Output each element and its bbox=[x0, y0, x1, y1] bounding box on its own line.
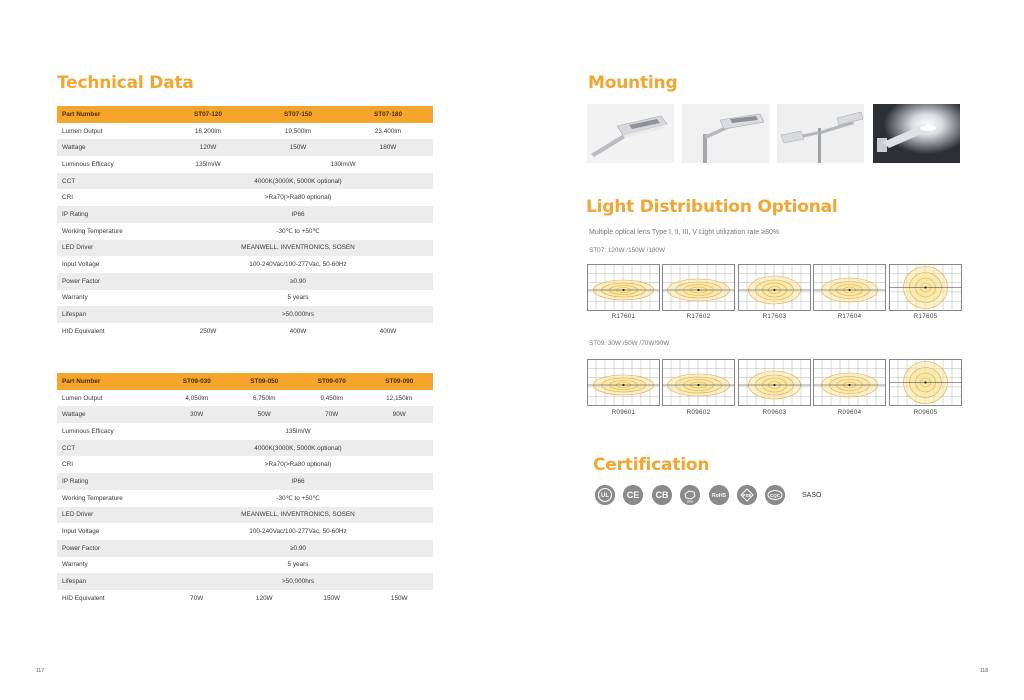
cell-value: 4000K(3000K, 5000K optional) bbox=[163, 173, 433, 190]
distribution-diagram-r17601 bbox=[587, 264, 660, 311]
cell-value: 70W bbox=[190, 594, 204, 602]
row-label: HID Equivalent bbox=[62, 327, 105, 335]
row-label: Lifespan bbox=[57, 306, 163, 323]
cell-value: ≥0.90 bbox=[163, 540, 433, 557]
table-row bbox=[57, 306, 433, 323]
distribution-diagram-r09604 bbox=[813, 359, 886, 406]
cell-value: MEANWELL, INVENTRONICS, SOSEN bbox=[163, 240, 433, 257]
distribution-diagram-r09603 bbox=[738, 359, 811, 406]
pse-badge-icon bbox=[737, 485, 757, 505]
cert-badge-text: PSE bbox=[742, 492, 752, 498]
distribution-label: R09605 bbox=[913, 409, 938, 416]
row-label: CCT bbox=[57, 440, 163, 457]
distribution-label: R17603 bbox=[762, 313, 787, 320]
row-label: Power Factor bbox=[57, 273, 163, 290]
header-model: ST09-070 bbox=[298, 373, 366, 390]
table-row bbox=[57, 573, 433, 590]
cell-value: 100-240Vac/100-277Vac, 50-60Hz bbox=[249, 528, 347, 536]
distribution-diagram-r17603 bbox=[738, 264, 811, 311]
row-label: Lumen Output bbox=[62, 127, 103, 135]
header-model: ST09-050 bbox=[231, 373, 299, 390]
cell-value: 135lm/W bbox=[285, 427, 311, 435]
light-distribution-title: Light Distribution Optional bbox=[586, 197, 838, 217]
st09-distribution-caption: ST09: 30W /50W /70W/90W bbox=[589, 340, 670, 347]
cell-value: 70W bbox=[298, 406, 366, 423]
cell-value: 30W bbox=[163, 406, 231, 423]
table-row bbox=[57, 273, 433, 290]
rohs-badge-icon bbox=[709, 485, 729, 505]
cell-value: 250W bbox=[199, 327, 217, 335]
cell-value: 180W bbox=[343, 139, 433, 156]
row-label: HID Equivalent bbox=[62, 594, 105, 602]
table-row bbox=[57, 173, 433, 190]
distribution-label: R17605 bbox=[913, 313, 938, 320]
cert-badge-text: CB bbox=[655, 490, 669, 500]
cell-value: >50,000hrs bbox=[163, 573, 433, 590]
table-row bbox=[57, 123, 433, 140]
table-header-row bbox=[57, 106, 433, 123]
cell-value: 5 years bbox=[287, 294, 309, 302]
st07-distribution-caption: ST07: 120W /150W /180W bbox=[589, 247, 666, 254]
cell-value: >Ra70(>Ra80 optional) bbox=[264, 194, 332, 202]
page-number-right: 118 bbox=[980, 668, 988, 674]
distribution-label: R17602 bbox=[686, 313, 711, 320]
row-label: Luminous Efficacy bbox=[62, 160, 114, 168]
cell-value: 150W bbox=[323, 594, 341, 602]
row-label: Wattage bbox=[57, 139, 163, 156]
row-label: Input Voltage bbox=[62, 261, 100, 269]
cell-value: 130lm/W bbox=[330, 160, 356, 168]
cell-value: >Ra70(>Ra80 optional) bbox=[264, 461, 332, 469]
header-model: ST07-180 bbox=[343, 106, 433, 123]
cert-badge-text: SAA bbox=[686, 499, 694, 504]
row-label: Working Temperature bbox=[62, 227, 123, 235]
distribution-label: R09602 bbox=[686, 409, 711, 416]
row-label: CCT bbox=[57, 173, 163, 190]
cell-value: MEANWELL, INVENTRONICS, SOSEN bbox=[163, 507, 433, 524]
distribution-label: R09604 bbox=[837, 409, 862, 416]
table-row bbox=[57, 490, 433, 507]
table-row bbox=[57, 540, 433, 557]
cell-value: IP66 bbox=[163, 473, 433, 490]
distribution-diagram-r09601 bbox=[587, 359, 660, 406]
mounting-title: Mounting bbox=[588, 73, 678, 93]
distribution-diagram-r09605 bbox=[889, 359, 962, 406]
distribution-diagram-r17602 bbox=[662, 264, 735, 311]
distribution-label: R17604 bbox=[837, 313, 862, 320]
row-label: Warranty bbox=[62, 294, 88, 302]
distribution-diagram-r09602 bbox=[662, 359, 735, 406]
streetlight-side-icon bbox=[587, 104, 674, 163]
streetlight-night-icon bbox=[873, 104, 960, 163]
table-row bbox=[57, 206, 433, 223]
cell-value: >50,000hrs bbox=[163, 306, 433, 323]
table-row bbox=[57, 423, 433, 440]
cell-value: IP66 bbox=[163, 206, 433, 223]
table-row bbox=[57, 473, 433, 490]
cell-value: 120W bbox=[255, 594, 273, 602]
cell-value: 135lm/W bbox=[195, 160, 221, 168]
table-row bbox=[57, 557, 433, 574]
table-row bbox=[57, 406, 433, 423]
row-label: CRI bbox=[62, 194, 74, 202]
table-row bbox=[57, 523, 433, 540]
cert-badge-text: UL bbox=[601, 493, 609, 500]
table-row bbox=[57, 290, 433, 307]
cell-value: 50W bbox=[231, 406, 299, 423]
cell-value: 12,150lm bbox=[386, 394, 413, 402]
row-label: Input Voltage bbox=[62, 528, 100, 536]
row-label: LED Driver bbox=[57, 507, 163, 524]
table-row bbox=[57, 507, 433, 524]
table-row bbox=[57, 139, 433, 156]
page-number-left: 117 bbox=[36, 668, 44, 674]
cell-value: 150W bbox=[253, 139, 343, 156]
technical-data-title: Technical Data bbox=[57, 73, 194, 93]
saa-badge-icon bbox=[680, 485, 700, 505]
cert-badge-text: CE bbox=[626, 490, 640, 500]
cell-value: 4,050lm bbox=[185, 394, 209, 402]
row-label: Warranty bbox=[62, 561, 88, 569]
distribution-subtitle: Multiple optical lens Type I, II, III, V Light utilization rate ≥80% bbox=[589, 229, 780, 236]
cell-value: -30℃ to +50℃ bbox=[276, 495, 320, 503]
table-row bbox=[57, 390, 433, 407]
header-model: ST09-030 bbox=[163, 373, 231, 390]
cell-value: 400W bbox=[289, 327, 307, 335]
streetlight-pole-icon bbox=[682, 104, 769, 163]
row-label: CRI bbox=[62, 461, 74, 469]
table-row bbox=[57, 156, 433, 173]
st07-spec-table bbox=[57, 106, 433, 340]
row-label: IP Rating bbox=[57, 206, 163, 223]
cell-value: 19,500lm bbox=[284, 127, 312, 135]
row-label: IP Rating bbox=[57, 473, 163, 490]
table-row bbox=[57, 240, 433, 257]
cell-value: 5 years bbox=[287, 561, 309, 569]
row-label: Lumen Output bbox=[62, 394, 103, 402]
header-part-number: Part Number bbox=[57, 373, 163, 390]
cell-value: 400W bbox=[379, 327, 397, 335]
header-model: ST09-090 bbox=[366, 373, 434, 390]
table-row bbox=[57, 590, 433, 607]
table-row bbox=[57, 256, 433, 273]
ce-badge-icon bbox=[623, 485, 643, 505]
cell-value: 9,450lm bbox=[320, 394, 344, 402]
table-header-row bbox=[57, 373, 433, 390]
table-row bbox=[57, 189, 433, 206]
distribution-diagram-r17605 bbox=[889, 264, 962, 311]
cert-badge-text: RoHS bbox=[711, 493, 727, 499]
ul-badge-icon bbox=[595, 485, 615, 505]
certification-title: Certification bbox=[593, 455, 710, 475]
distribution-diagram-r17604 bbox=[813, 264, 886, 311]
cert-badge-text: CQC bbox=[770, 492, 780, 498]
row-label: Power Factor bbox=[57, 540, 163, 557]
table-row bbox=[57, 323, 433, 340]
cqc-badge-icon bbox=[765, 485, 785, 505]
header-model: ST07-150 bbox=[253, 106, 343, 123]
row-label: LED Driver bbox=[57, 240, 163, 257]
cell-value: 6,750lm bbox=[252, 394, 276, 402]
cell-value: 90W bbox=[366, 406, 434, 423]
distribution-label: R09603 bbox=[762, 409, 787, 416]
distribution-label: R17601 bbox=[611, 313, 636, 320]
cb-badge-icon bbox=[652, 485, 672, 505]
row-label: Luminous Efficacy bbox=[62, 427, 114, 435]
table-row bbox=[57, 440, 433, 457]
cell-value: 150W bbox=[390, 594, 408, 602]
cell-value: 23,400lm bbox=[374, 127, 402, 135]
streetlight-double-icon bbox=[777, 104, 864, 163]
distribution-label: R09601 bbox=[611, 409, 636, 416]
table-row bbox=[57, 223, 433, 240]
table-row bbox=[57, 456, 433, 473]
row-label: Lifespan bbox=[57, 573, 163, 590]
cell-value: -30℃ to +50℃ bbox=[276, 228, 320, 236]
cell-value: 16,200lm bbox=[194, 127, 222, 135]
row-label: Working Temperature bbox=[62, 494, 123, 502]
cell-value: ≥0.90 bbox=[163, 273, 433, 290]
st09-spec-table bbox=[57, 373, 433, 607]
saso-badge-text: SASO bbox=[802, 492, 822, 499]
cell-value: 120W bbox=[163, 139, 253, 156]
cell-value: 100-240Vac/100-277Vac, 50-60Hz bbox=[249, 261, 347, 269]
header-model: ST07-120 bbox=[163, 106, 253, 123]
row-label: Wattage bbox=[57, 406, 163, 423]
header-part-number: Part Number bbox=[57, 106, 163, 123]
cell-value: 4000K(3000K, 5000K optional) bbox=[163, 440, 433, 457]
